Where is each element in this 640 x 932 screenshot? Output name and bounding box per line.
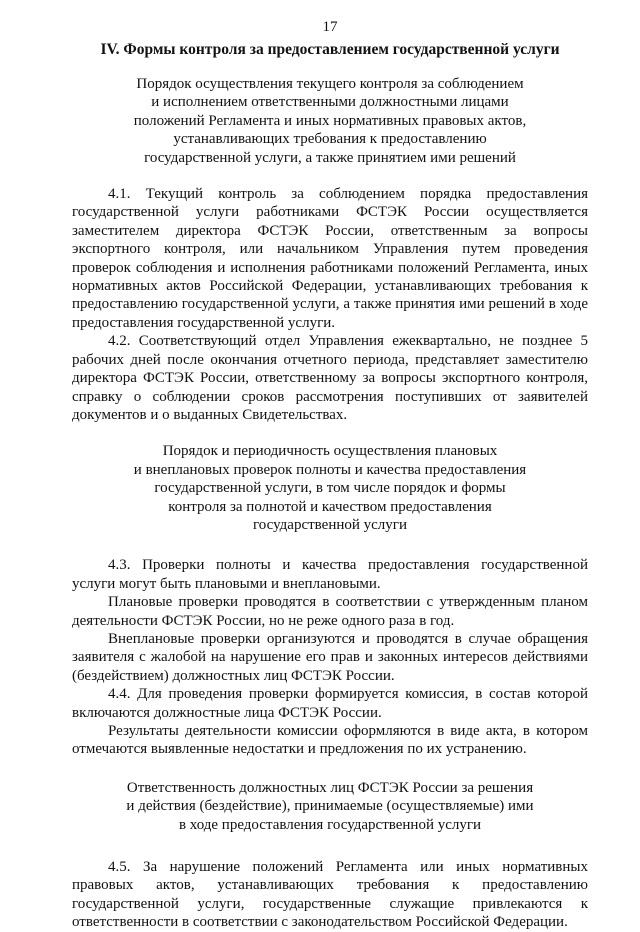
subheading-line: государственной услуги, а также принятием ими решений	[144, 149, 516, 166]
subheading-line: в ходе предоставления государственной услуги	[178, 816, 482, 833]
subheading-line: государственной услуги	[253, 516, 407, 533]
subheading-line: Ответственность должностных лиц ФСТЭК России за решения	[126, 779, 534, 796]
subheading-line: и исполнением ответственными должностными лицами	[151, 94, 509, 111]
paragraph-4-2: 4.2. Соответствующий отдел Управления ежеквартально, не позднее 5 рабочих дней после окончания отчетного периода, представляет заместителю директора ФСТЭК России, ответственному за вопросы экспортного контроля, справку о соблюдении сроков рассмотрения поступивших от заявителей документов и о выданных Свидетельствах.	[72, 333, 588, 423]
subheading-line: контроля за полнотой и качеством предоставления	[168, 498, 492, 515]
paragraph-unplanned-inspections: Внеплановые проверки организуются и проводятся в случае обращения заявителя с жалобой на нарушение его прав и законных интересов действиями (бездействием) должностных лиц ФСТЭК России.	[72, 630, 588, 684]
subheading-line: положений Регламента и иных нормативных правовых актов,	[133, 112, 527, 129]
subheading-current-control	[72, 75, 588, 167]
document-page	[72, 18, 588, 932]
page-number: 17	[322, 19, 338, 35]
subheading-line: государственной услуги, в том числе порядок и формы	[154, 480, 506, 497]
paragraph-4-3: 4.3. Проверки полноты и качества предоставления государственной услуги могут быть плановыми и внеплановыми.	[72, 557, 588, 592]
subheading-line: и действия (бездействие), принимаемые (осуществляемые) ими	[126, 798, 534, 815]
subheading-line: Порядок осуществления текущего контроля за соблюдением	[136, 76, 524, 92]
paragraph-4-1: 4.1. Текущий контроль за соблюдением порядка предоставления государственной услуги работниками ФСТЭК России осуществляется заместителем директора ФСТЭК России, ответственным за вопросы экспортного контроля, или начальником Управления путем проведения проверок соблюдения и исполнения работниками положений Регламента, иных нормативных актов Российской Федерации, устанавливающих требования к предоставлению государственной услуги, а также принятия ими решений в ходе предоставления государственной услуги.	[72, 186, 588, 331]
subheading-inspections	[72, 442, 588, 534]
subheading-line: Порядок и периодичность осуществления плановых	[162, 443, 498, 460]
paragraph-4-4: 4.4. Для проведения проверки формируется комиссия, в состав которой включаются должностные лица ФСТЭК России.	[72, 686, 588, 721]
subheading-responsibility	[72, 779, 588, 834]
subheading-line: и внеплановых проверок полноты и качества предоставления	[133, 461, 527, 478]
paragraph-planned-inspections: Плановые проверки проводятся в соответствии с утвержденным планом деятельности ФСТЭК России, но не реже одного раза в год.	[72, 594, 588, 629]
subheading-line: устанавливающих требования к предоставлению	[173, 131, 487, 148]
section-title: IV. Формы контроля за предоставлением государственной услуги	[100, 41, 560, 58]
paragraph-4-5: 4.5. За нарушение положений Регламента или иных нормативных правовых актов, устанавливающих требования к предоставлению государственной услуги, государственные служащие привлекаются к ответственности в соответствии с законодательством Российской Федерации.	[72, 859, 588, 931]
paragraph-commission-results: Результаты деятельности комиссии оформляются в виде акта, в котором отмечаются выявленные недостатки и предложения по их устранению.	[72, 723, 588, 758]
